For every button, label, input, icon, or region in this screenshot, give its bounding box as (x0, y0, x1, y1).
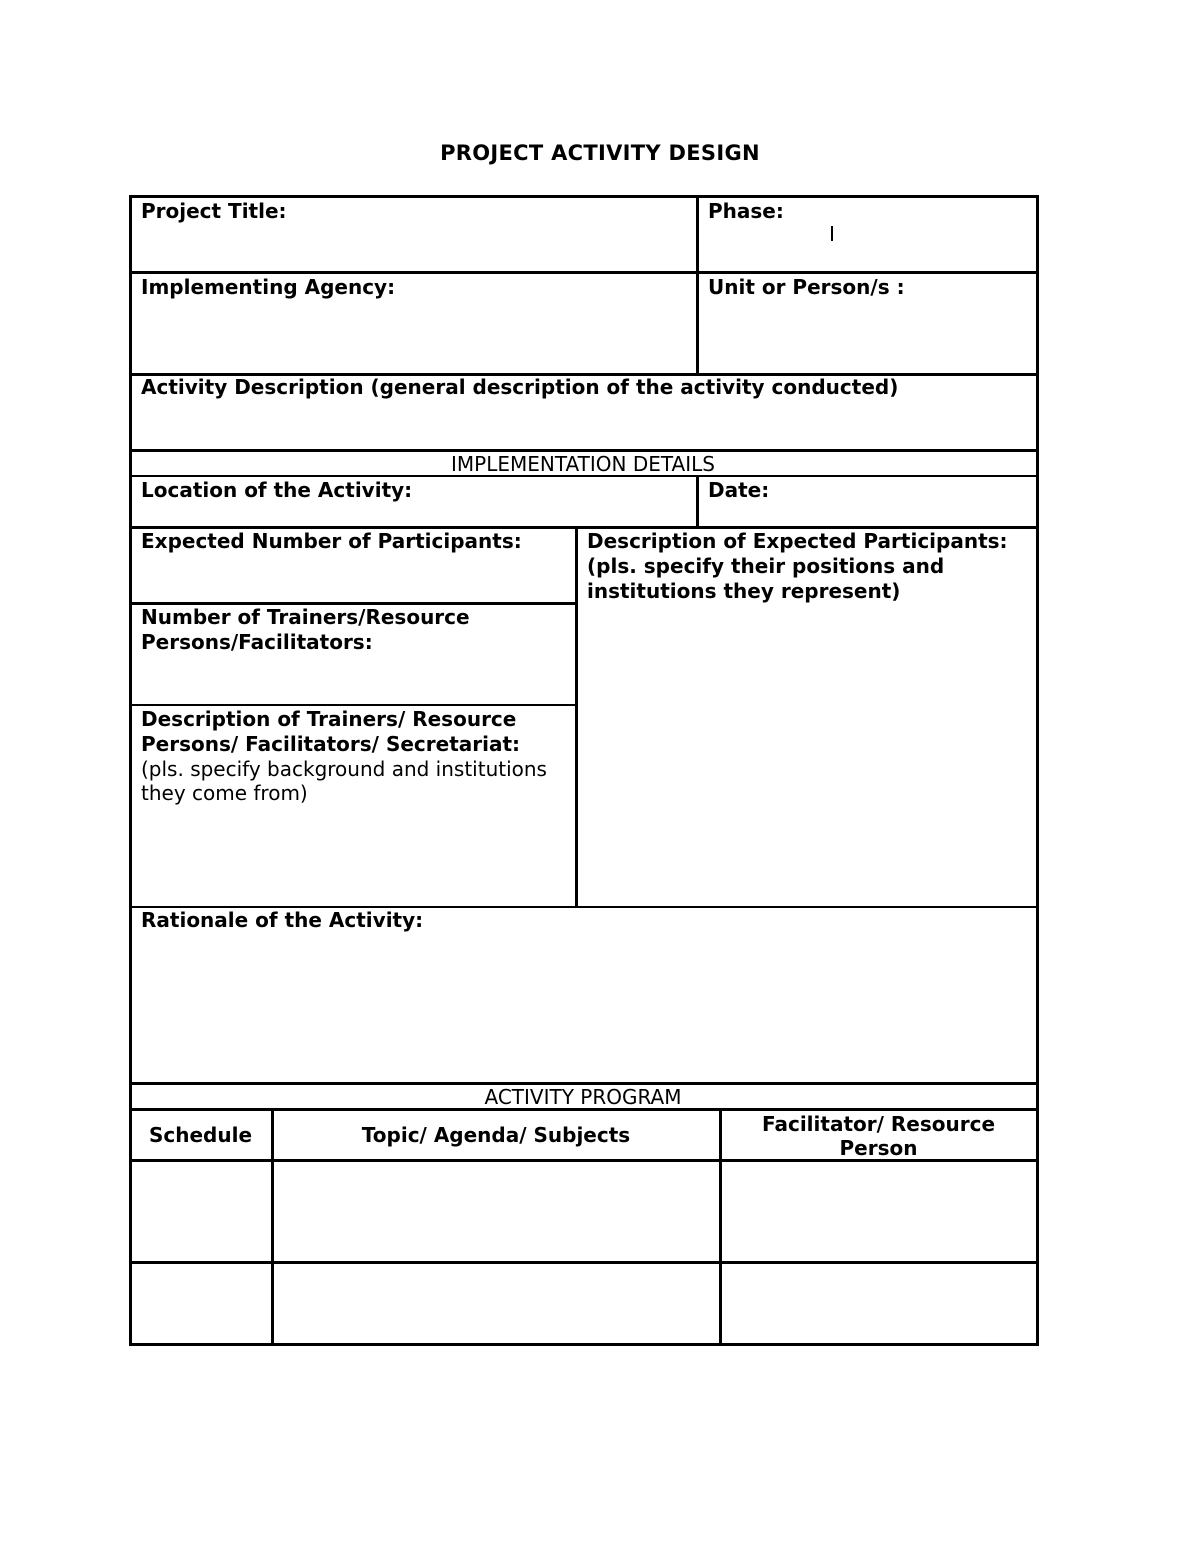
location-label: Location of the Activity: (141, 478, 413, 502)
desc-trainers-note: (pls. specify background and institutions they come from) (141, 757, 547, 805)
topic-column-header: Topic/ Agenda/ Subjects (361, 1123, 631, 1147)
rationale-label: Rationale of the Activity: (141, 908, 424, 932)
desc-trainers-cell (130, 706, 575, 805)
program-row-2-topic[interactable] (274, 1264, 719, 1343)
desc-trainers-label: Description of Trainers/ Resource Persons/ Facilitators/ Secretariat: (141, 707, 521, 756)
program-row-2-schedule[interactable] (132, 1264, 271, 1343)
table-border-bottom (129, 1343, 1039, 1346)
desc-expected-participants-label: Description of Expected Participants: (587, 529, 1008, 553)
desc-expected-participants-note: (pls. specify their positions and institutions they represent) (587, 554, 945, 603)
program-row-2-facilitator[interactable] (722, 1264, 1036, 1343)
phase-label: Phase: (708, 199, 784, 223)
program-row-1-topic[interactable] (274, 1162, 719, 1261)
program-row-1-facilitator[interactable] (722, 1162, 1036, 1261)
activity-program-header: ACTIVITY PROGRAM (484, 1085, 682, 1109)
implementation-details-header: IMPLEMENTATION DETAILS (451, 452, 715, 476)
program-row-1-schedule[interactable] (132, 1162, 271, 1261)
activity-description-label: Activity Description (general description of the activity conducted) (141, 375, 899, 399)
unit-person-label: Unit or Person/s : (708, 275, 905, 299)
expected-participants-label: Expected Number of Participants: (141, 529, 522, 553)
document-title: PROJECT ACTIVITY DESIGN (440, 141, 760, 165)
facilitator-column-header: Facilitator/ Resource Person (761, 1112, 996, 1160)
implementing-agency-label: Implementing Agency: (141, 275, 396, 299)
num-trainers-label: Number of Trainers/Resource Persons/Facilitators: (141, 605, 470, 654)
table-border-right (1036, 195, 1039, 1346)
desc-expected-participants-cell (576, 528, 1036, 604)
phase-value-text-cursor[interactable] (831, 226, 833, 241)
schedule-column-header: Schedule (148, 1123, 253, 1147)
project-title-label: Project Title: (141, 199, 287, 223)
date-label: Date: (708, 478, 770, 502)
